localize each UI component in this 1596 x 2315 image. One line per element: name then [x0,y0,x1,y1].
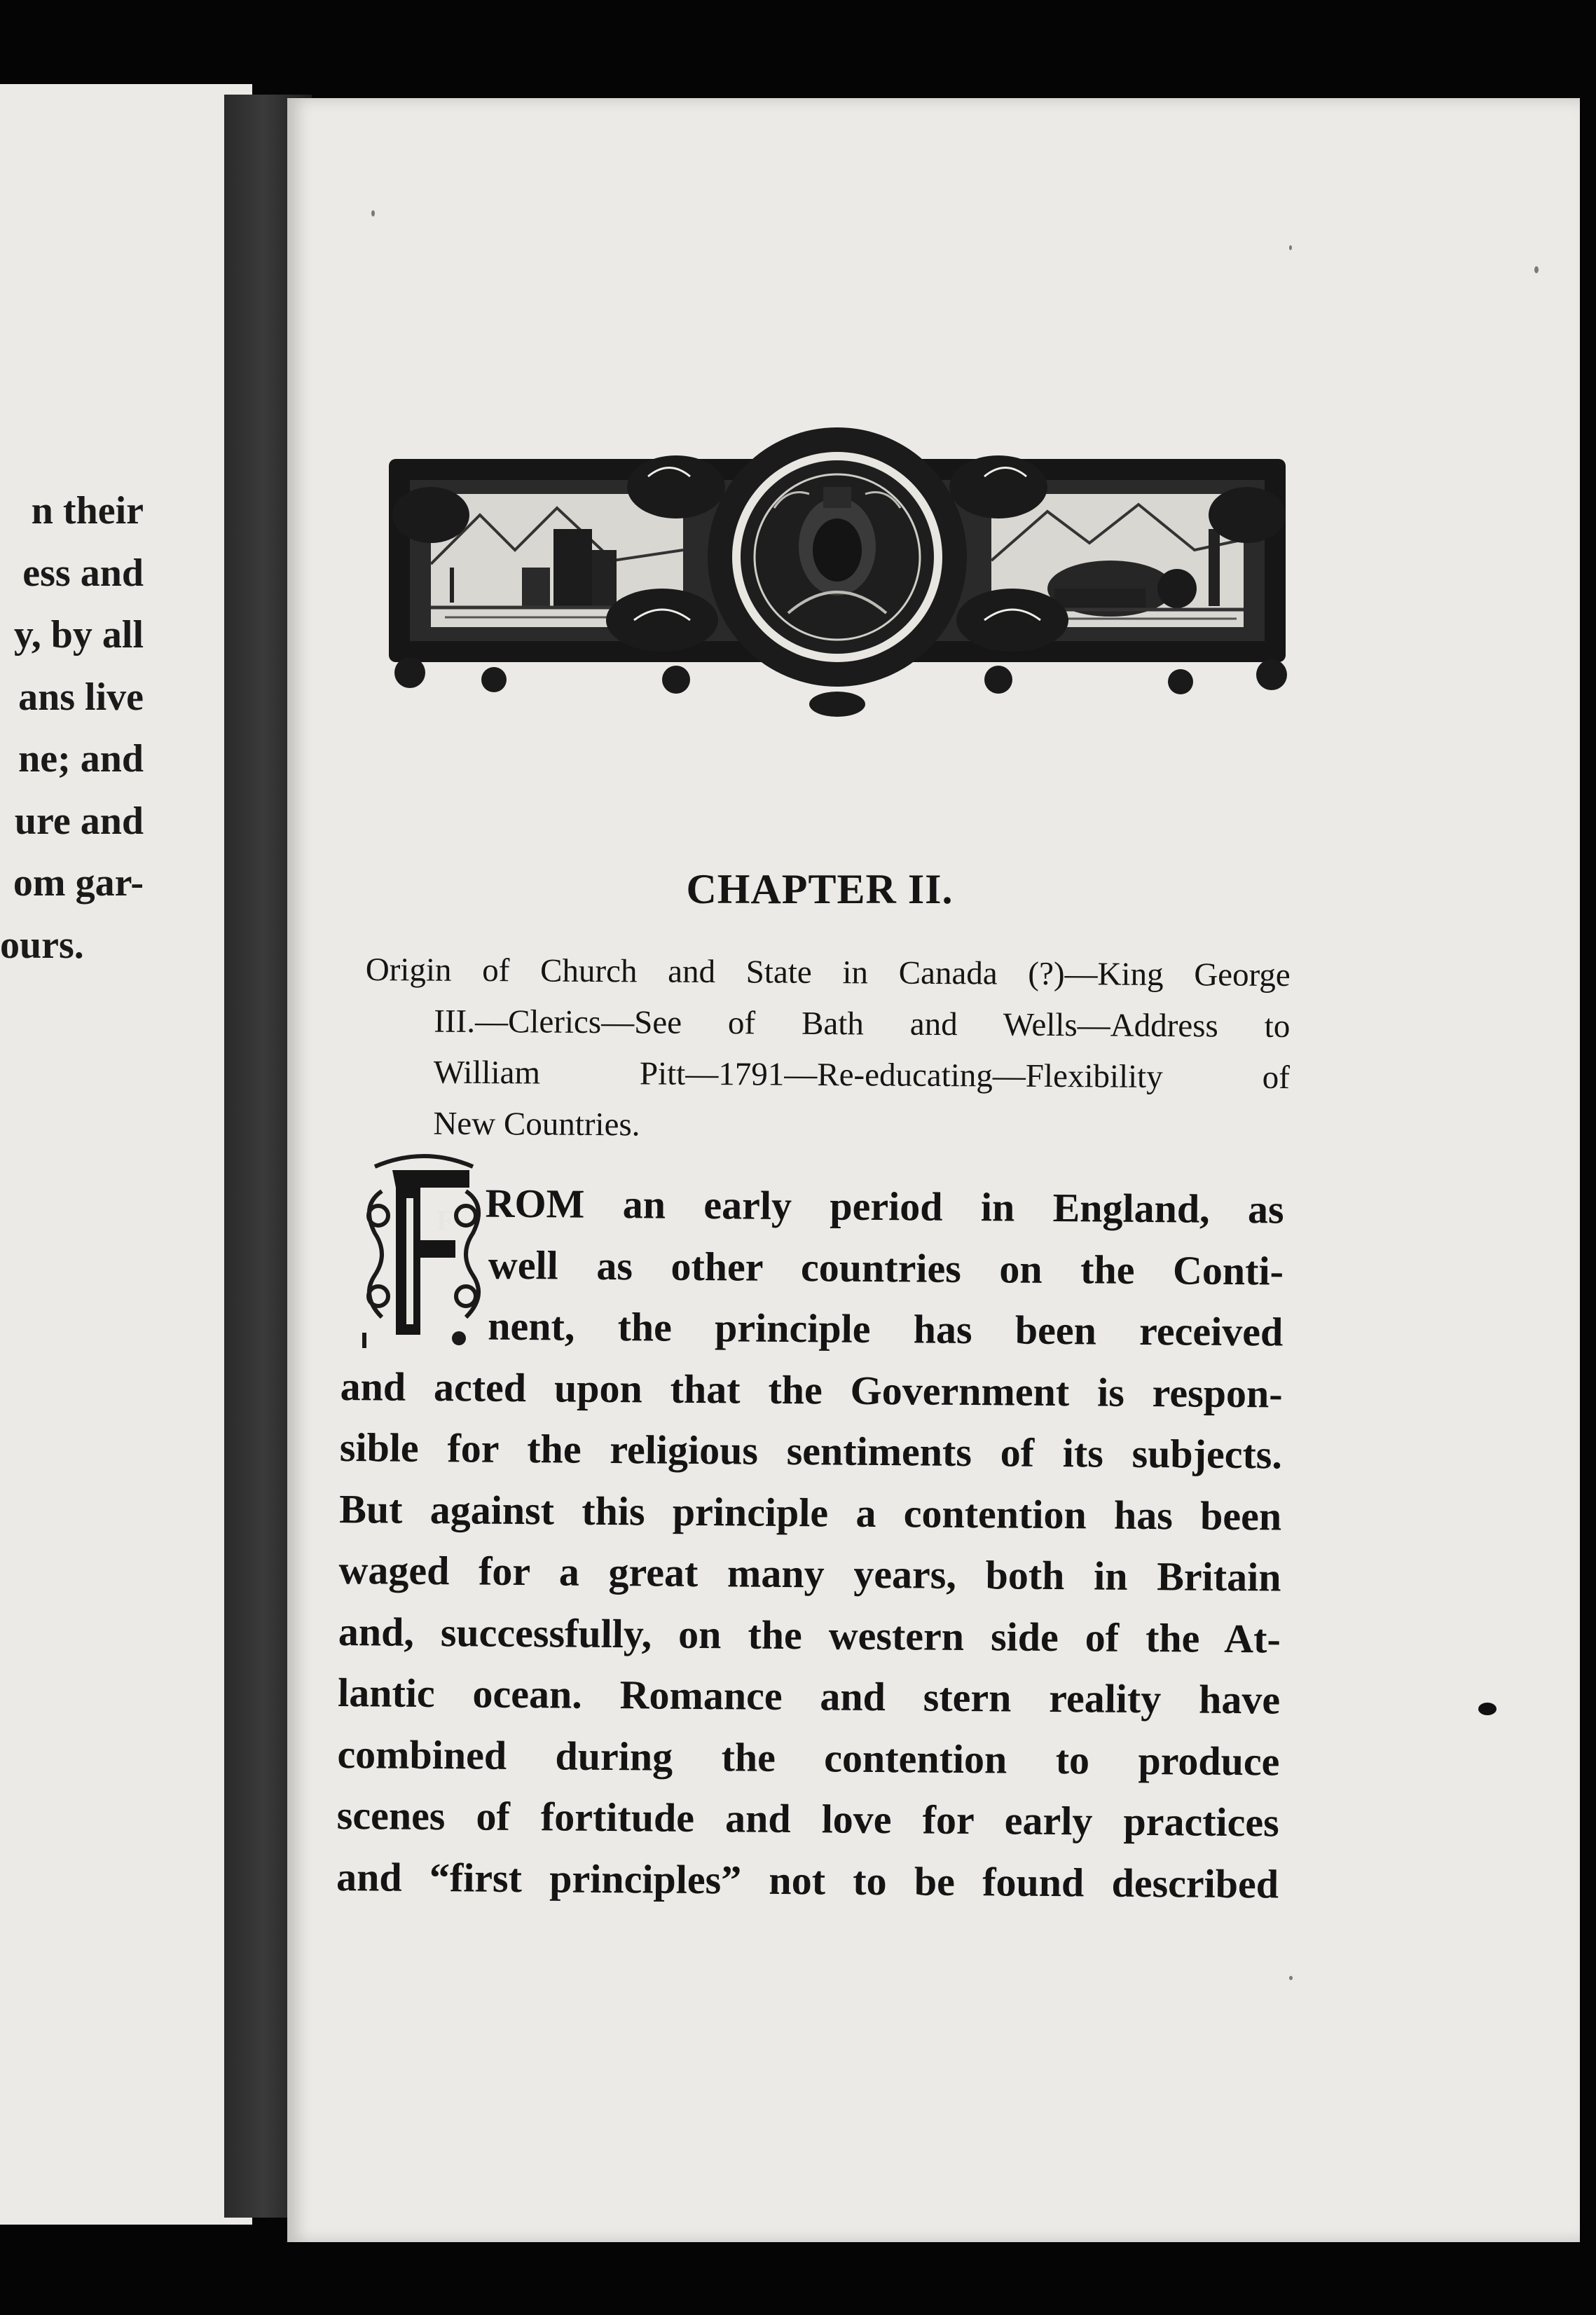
synopsis-line: Origin of Church and State in Canada (?)—King George [365,951,1291,994]
body-line: sible for the religious sentiments of its subjects. [339,1424,1283,1478]
facing-line: ure and [14,799,144,843]
chapter-title: CHAPTER II. [686,866,954,912]
facing-page-left [0,84,252,2225]
ink-blot [1478,1703,1497,1715]
synopsis-line: III.—Clerics—See of Bath and Wells—Address to [434,1003,1291,1045]
drop-cap-letter: F [436,1204,454,1236]
body-line: scenes of fortitude and love for early practices [336,1792,1279,1846]
paper-speck [1289,1976,1293,1980]
facing-line: om gar- [13,861,144,905]
chapter-synopsis [364,944,1291,1155]
body-line: and “first principles” not to be found described [336,1853,1279,1907]
facing-line: ans live [18,675,144,719]
body-line: well as other countries on the Conti- [488,1242,1284,1294]
facing-line: ours. [0,923,84,967]
facing-line: n their [31,489,144,533]
synopsis-line: New Countries. [433,1105,640,1143]
body-line: ROM an early period in England, as [485,1180,1284,1232]
body-line: combined during the contention to produce [337,1731,1280,1785]
facing-line: ess and [22,551,144,595]
paper-speck [371,210,375,217]
paper-speck [1534,266,1539,273]
body-line: But against this principle a contention has been [338,1485,1282,1539]
facing-line: ne; and [18,737,144,781]
facing-page-text [0,480,144,976]
chapter-headpiece-ornament [382,410,1293,725]
facing-line: y, by all [13,613,144,657]
body-line: and, successfully, on the western side of the At- [338,1608,1281,1662]
body-line: waged for a great many years, both in Britain [338,1546,1281,1600]
body-line: and acted upon that the Government is respon- [340,1363,1283,1417]
body-line: lantic ocean. Romance and stern reality have [337,1669,1281,1723]
chapter-body-text [336,1172,1284,1915]
paper-speck [1289,245,1292,250]
body-line: nent, the principle has been received [488,1303,1284,1355]
synopsis-line: William Pitt—1791—Re-educating—Flexibility of [433,1054,1291,1097]
